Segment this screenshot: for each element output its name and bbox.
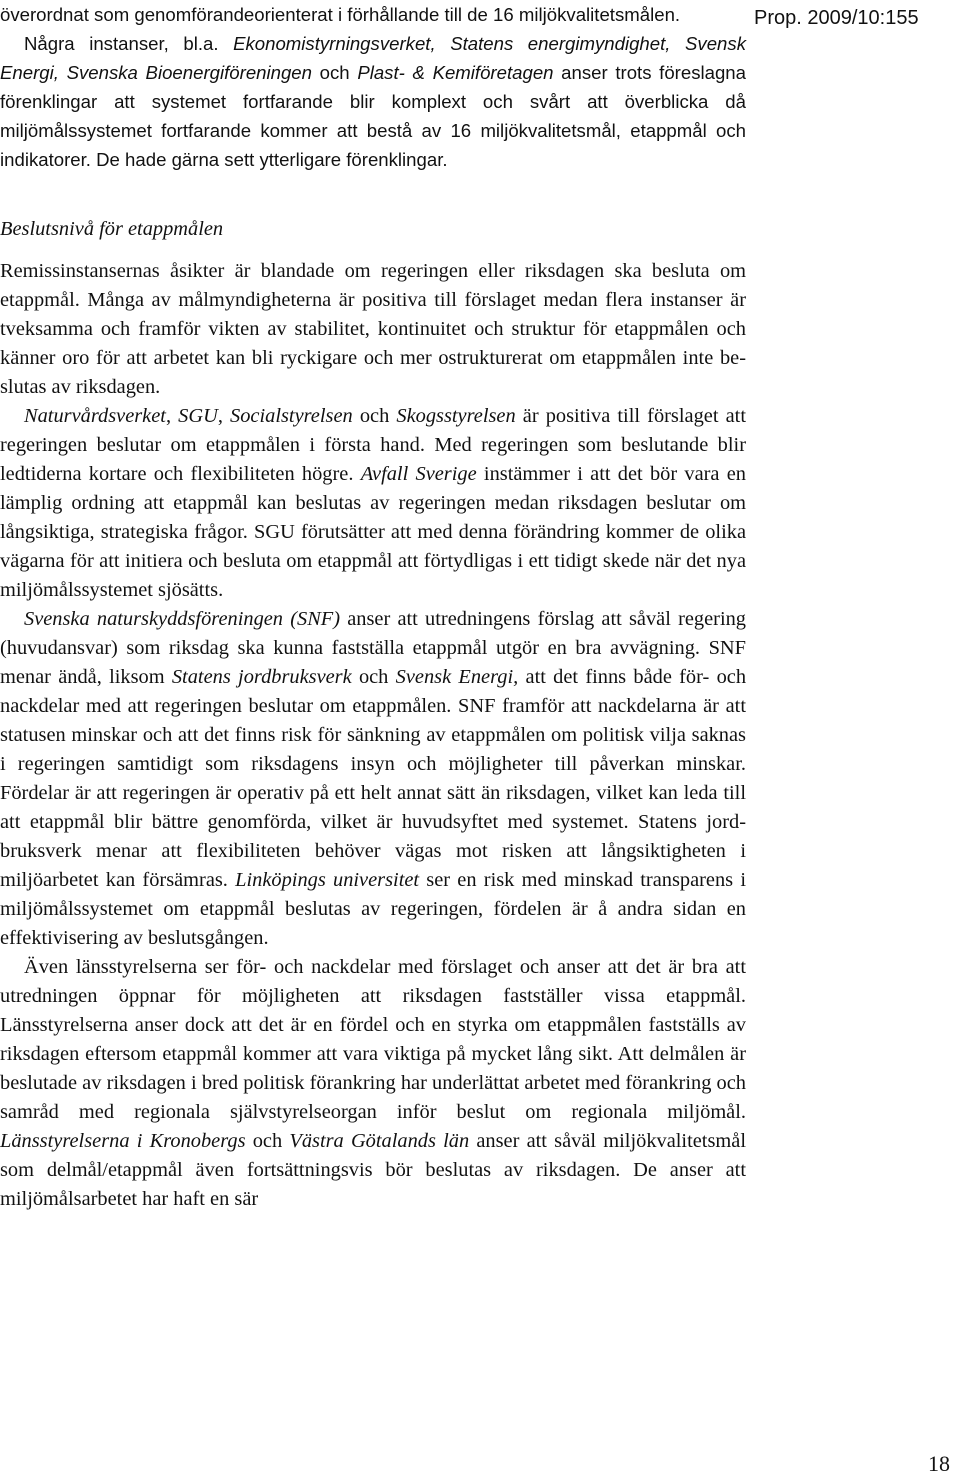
paragraph-2: [0, 402, 746, 605]
italic-run: Ekonomistyrningsverket, Statens energimyndighet, Svensk Energi, Svenska Bioenergiföreningen: [0, 33, 746, 83]
proposition-reference: Prop. 2009/10:155: [754, 7, 919, 29]
italic-run: Avfall Sverige: [360, 463, 477, 485]
italic-run: Västra Götalands län: [289, 1130, 470, 1152]
text-run: anser trots föreslagna förenklingar att systemet fortfarande blir komplext och svårt att överblicka då miljömålssystemet fortfarande kommer att bestå av 16 miljökvalitetsmål, etappmål och indikatorer. De hade gärna sett ytterligare förenklingar.: [0, 62, 746, 170]
text-run: instämmer i att det bör vara en lämplig ordning att etappmål kan beslutas av regeringen medan riksdagen beslutar om långsiktiga, strategiska frågor. SGU förutsätter att med denna förändring kommer de olika vägarna för att initiera och besluta om etappmål att förtydligas i ett tidigt skede när det nya miljömålssystemet sjösätts.: [0, 463, 746, 601]
italic-run: Plast- & Kemiföretagen: [357, 62, 554, 83]
paragraph-intro: överordnat som genomförandeorienterat i förhållande till de 16 miljökvalitetsmålen.: [0, 4, 681, 25]
paragraph-instances: [0, 29, 746, 174]
page-number: 18: [928, 1451, 950, 1476]
text-run: Några instanser, bl.a.: [24, 33, 234, 54]
paragraph-3: [0, 605, 746, 953]
text-run: och: [352, 405, 397, 427]
paragraph-4: [0, 953, 746, 1214]
italic-run: Linköpings universitet: [235, 869, 420, 891]
text-run: är positiva till förslaget att regeringen beslutar om etappmålen i första hand. Med regeringen som beslutande blir ledtiderna kortare och flexibiliteten högre.: [0, 405, 746, 485]
text-run: anser att såväl miljökvalitetsmål som delmål/etappmål även fortsättningsvis bör beslutas av riksdagen. De anser att miljömålsarbetet har haft en sär: [0, 1130, 746, 1210]
text-run: ser en risk med minskad transparens i miljömålssystemet om etappmål beslutas av regeringen, fördelen är å andra sidan en effektivisering av beslutsgången.: [0, 869, 746, 949]
text-run: Remissinstansernas åsikter är blandade om regeringen eller riksdagen ska besluta om etappmål. Många av målmyndigheterna är positiva till förslaget medan flera instanser är tveksamma och framför vikten av stabilitet, kontinuitet och struktur för etappmålen och känner oro för att arbetet kan bli ryckigare och mer ostrukturerat om etappmålen inte beslutas av riksdagen.: [0, 260, 746, 398]
section-heading: Beslutsnivå för etappmålen: [0, 218, 224, 240]
section-body: [0, 257, 746, 1214]
italic-run: Socialstyrelsen: [230, 405, 353, 427]
italic-run: SGU: [178, 405, 218, 427]
italic-run: Skogsstyrelsen: [396, 405, 516, 427]
text-run: och: [351, 666, 396, 688]
text-run: anser att utredningens förslag att såväl regering (huvudansvar) som riksdag ska kunna fastställa etappmål utgör en bra avvägning. SNF menar ändå, liksom: [0, 608, 746, 688]
text-run: ,: [165, 405, 179, 427]
text-run: Även länsstyrelserna ser för- och nackdelar med förslaget och anser att det är bra att utredningen öppnar för möjligheten att riksdagen fastställer vissa etappmål. Länsstyrelserna anser dock att det är en fördel och en styrka om etappmålen fastställs av riksdagen eftersom etappmål kommer att vara viktiga på mycket lång sikt. Att delmålen är beslutade av riksdagen i bred politisk förankring har underlättat arbetet med förankring och samråd med regionala självstyrelseorgan inför beslut om regionala miljömål.: [0, 956, 746, 1123]
italic-run: Svensk Energi,: [395, 666, 519, 688]
paragraph-1: [0, 257, 746, 402]
italic-run: Naturvårdsverket: [24, 405, 166, 427]
italic-run: Länsstyrelserna i Kronobergs: [0, 1130, 246, 1152]
italic-run: Svenska naturskyddsföreningen (SNF): [24, 608, 341, 630]
text-run: och: [245, 1130, 290, 1152]
text-run: ,: [217, 405, 231, 427]
section-intro: [0, 0, 746, 174]
italic-run: Statens jordbruksverk: [171, 666, 352, 688]
text-run: att det finns både för- och nackdelar med att regeringen beslutar om etappmålen. SNF framför att nackdelarna är att statusen minskar och att det finns risk för sänkning av etappmålen om politisk vilja saknas i regeringen samtidigt som riksdagens insyn och möjligheter till påverkan minskar. Fördelar är att regeringen är operativ på ett helt annat sätt än riksdagen, vilket kan leda till att etappmål blir bättre genomförda, vilket är huvudsyftet med systemet. Statens jordbruksverk menar att flexibiliteten behöver vägas mot risken att långsiktigheten i miljöarbetet kan försämras.: [0, 666, 747, 891]
text-run: och: [312, 62, 358, 83]
